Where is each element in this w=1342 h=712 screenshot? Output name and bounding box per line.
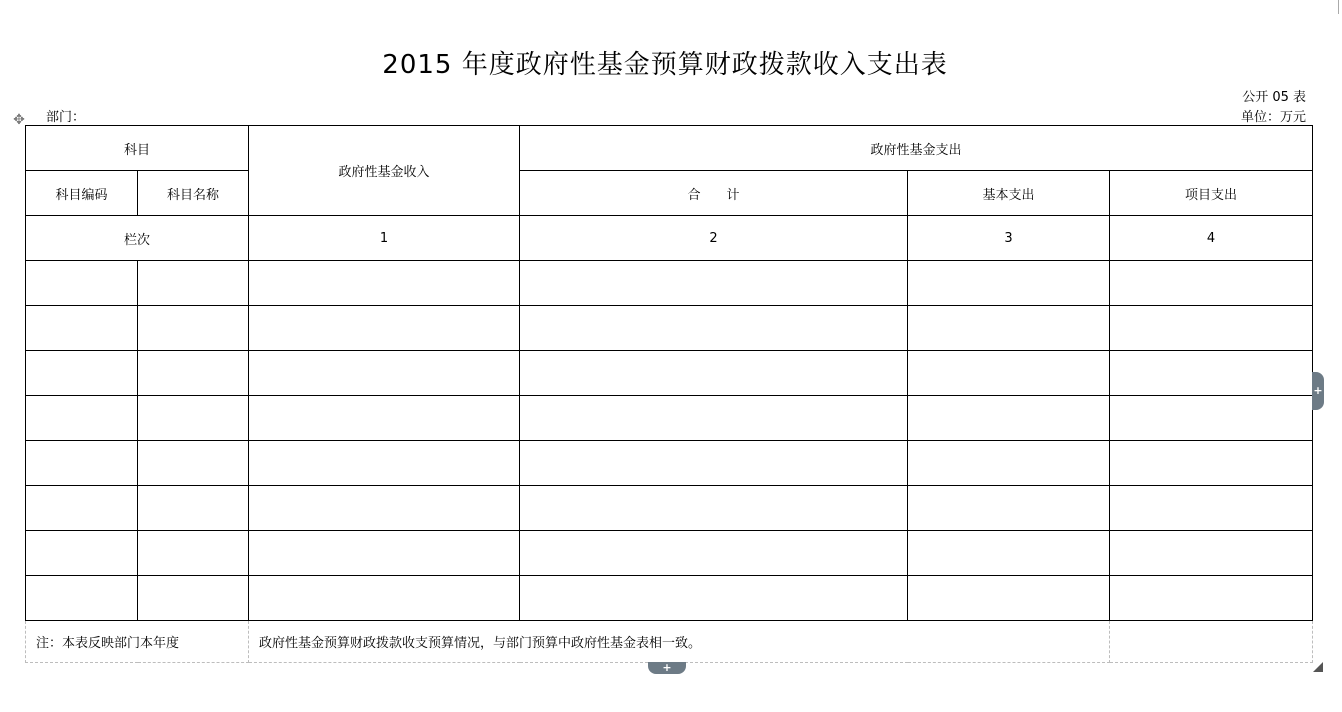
table-cell[interactable] bbox=[138, 486, 249, 531]
table-cell[interactable] bbox=[1110, 351, 1313, 396]
table-cell[interactable] bbox=[249, 576, 520, 621]
table-code-label: 公开 05 表 bbox=[1242, 90, 1306, 105]
table-cell[interactable] bbox=[520, 531, 908, 576]
window-edge-divider bbox=[1338, 0, 1342, 14]
table-cell[interactable] bbox=[908, 441, 1110, 486]
table-cell[interactable] bbox=[26, 396, 138, 441]
column-number-4: 4 bbox=[1110, 216, 1313, 261]
table-cell[interactable] bbox=[908, 486, 1110, 531]
header-row-1 bbox=[26, 126, 1313, 171]
table-cell[interactable] bbox=[520, 576, 908, 621]
column-number-3: 3 bbox=[908, 216, 1110, 261]
note-empty-cell[interactable] bbox=[1110, 621, 1313, 663]
total-header: 合 计 bbox=[520, 171, 908, 216]
table-cell[interactable] bbox=[26, 306, 138, 351]
subject-name-header: 科目名称 bbox=[138, 171, 249, 216]
table-cell[interactable] bbox=[26, 576, 138, 621]
note-left[interactable]: 注：本表反映部门本年度 bbox=[26, 621, 249, 663]
column-index-label: 栏次 bbox=[26, 216, 249, 261]
resize-corner-icon[interactable] bbox=[1313, 662, 1323, 672]
table-cell[interactable] bbox=[138, 441, 249, 486]
table-cell[interactable] bbox=[138, 531, 249, 576]
table-row bbox=[26, 261, 1313, 306]
add-row-plus-icon[interactable]: + bbox=[648, 662, 686, 674]
column-number-1: 1 bbox=[249, 216, 520, 261]
table-cell[interactable] bbox=[908, 351, 1110, 396]
table-row bbox=[26, 396, 1313, 441]
table-cell[interactable] bbox=[249, 306, 520, 351]
table-cell[interactable] bbox=[1110, 441, 1313, 486]
fund-income-header: 政府性基金收入 bbox=[249, 126, 520, 216]
table-cell[interactable] bbox=[138, 576, 249, 621]
table-cell[interactable] bbox=[908, 306, 1110, 351]
table-cell[interactable] bbox=[520, 261, 908, 306]
note-row bbox=[26, 621, 1313, 663]
subject-code-header: 科目编码 bbox=[26, 171, 138, 216]
table-cell[interactable] bbox=[1110, 486, 1313, 531]
column-index-row bbox=[26, 216, 1313, 261]
table-cell[interactable] bbox=[26, 441, 138, 486]
table-cell[interactable] bbox=[249, 351, 520, 396]
department-label: 部门： bbox=[46, 110, 86, 125]
table-cell[interactable] bbox=[908, 576, 1110, 621]
document-title: 2015 年度政府性基金预算财政拨款收入支出表 bbox=[382, 50, 948, 80]
table-cell[interactable] bbox=[1110, 576, 1313, 621]
table-cell[interactable] bbox=[908, 396, 1110, 441]
table-cell[interactable] bbox=[520, 441, 908, 486]
table-cell[interactable] bbox=[520, 486, 908, 531]
table-row bbox=[26, 351, 1313, 396]
table-cell[interactable] bbox=[249, 441, 520, 486]
project-expense-header: 项目支出 bbox=[1110, 171, 1313, 216]
header-row-2 bbox=[26, 171, 1313, 216]
note-right[interactable]: 政府性基金预算财政拨款收支预算情况，与部门预算中政府性基金表相一致。 bbox=[249, 621, 1110, 663]
budget-table bbox=[25, 125, 1313, 663]
table-row bbox=[26, 486, 1313, 531]
table-cell[interactable] bbox=[249, 396, 520, 441]
table-cell[interactable] bbox=[520, 396, 908, 441]
table-cell[interactable] bbox=[26, 261, 138, 306]
basic-expense-header: 基本支出 bbox=[908, 171, 1110, 216]
table-cell[interactable] bbox=[520, 351, 908, 396]
fund-expense-header: 政府性基金支出 bbox=[520, 126, 1313, 171]
table-cell[interactable] bbox=[1110, 396, 1313, 441]
table-row bbox=[26, 441, 1313, 486]
table-cell[interactable] bbox=[138, 306, 249, 351]
table-cell[interactable] bbox=[26, 486, 138, 531]
table-cell[interactable] bbox=[908, 531, 1110, 576]
unit-label: 单位：万元 bbox=[1240, 110, 1306, 125]
table-cell[interactable] bbox=[1110, 261, 1313, 306]
table-cell[interactable] bbox=[26, 351, 138, 396]
table-row bbox=[26, 306, 1313, 351]
table-cell[interactable] bbox=[249, 261, 520, 306]
table-cell[interactable] bbox=[138, 396, 249, 441]
table-cell[interactable] bbox=[138, 351, 249, 396]
table-cell[interactable] bbox=[1110, 531, 1313, 576]
table-cell[interactable] bbox=[520, 306, 908, 351]
table-cell[interactable] bbox=[26, 531, 138, 576]
table-row bbox=[26, 531, 1313, 576]
table-cell[interactable] bbox=[249, 486, 520, 531]
table-cell[interactable] bbox=[1110, 306, 1313, 351]
table-cell[interactable] bbox=[249, 531, 520, 576]
subject-header: 科目 bbox=[26, 126, 249, 171]
add-column-plus-icon[interactable]: + bbox=[1312, 372, 1324, 410]
column-number-2: 2 bbox=[520, 216, 908, 261]
table-cell[interactable] bbox=[908, 261, 1110, 306]
table-row bbox=[26, 576, 1313, 621]
move-arrows-icon[interactable]: ✥ bbox=[13, 112, 25, 128]
table-cell[interactable] bbox=[138, 261, 249, 306]
